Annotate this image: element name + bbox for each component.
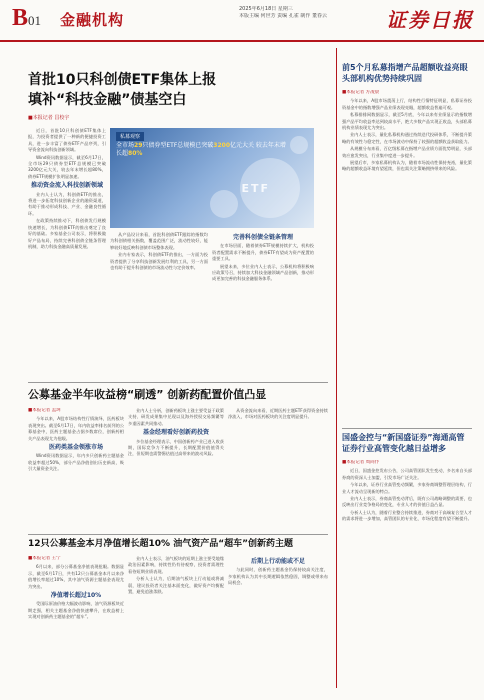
mid-byline: ■本报记者 孟珂 (28, 408, 61, 413)
mid-body-col1: ■本报记者 孟珂 今年以来，A股市场结构性行情演绎，医药板块表现突出。截至6月17日，年内收益率排名前列的公募基金中，医药主题基金占据多数席位，创新药相关产品表现尤为抢眼。 医药类基金领涨市场 Wind资讯数据显示，年内多只创新药主题基金收益率超过50%，部分产品净值创出历史新高，吸引大量资金关注。 (28, 408, 124, 472)
mid-divider (28, 382, 328, 383)
side-divider (342, 428, 472, 429)
section-name: 金融机构 (60, 11, 125, 29)
mid-body-col3: 从资金流向来看，近期医药主题ETF获得资金持续净流入，市场对医药板块的关注度明显提升。 (228, 408, 328, 420)
side-bottom-body: ■本报记者 周尚伃 近日，国盛金控发布公告，公司高管团队发生变动，多名来自头部券商的资深人士加盟，引发市场广泛关注。 今年以来，证券行业高管变动频繁，多家券商调整管理层结构，行业人才流动呈现新的特点。 业内人士表示，券商高管变动背后，既有公司战略调整的需要，也反映出行业竞争格局的变化，专业人才的价值日益凸显。 分析人士认为，随着行业整合持续推进，券商对于高端复合型人才的需求将进一步增加，高管团队的专业化、市场化程度有望不断提升。 (342, 460, 472, 522)
side-bottom-headline: 国盛金控与“新国盛证券”海通高管 证券行业高管变化越日益增多 (342, 433, 465, 453)
side-top-body: ■本报记者 方凌晨 今年以来，A股市场震荡上行，结构性行情特征明显，私募证券投资基金中的指数增强产品业绩表现亮眼，超额收益普遍可观。 私募排排网数据显示，截至5月底，今年以来有业绩显示的指数增强产品平均收益率达到较高水平，绝大多数产品实现正收益，头部私募机构业绩表现尤为突出。 业内人士表示，量化私募机构通过持续迭代投研体系，不断提升策略的有效性与稳定性，在市场波动中保持了较强的超额收益获取能力。 从规模分布来看，百亿级私募在指增产品业绩方面优势明显，头部效应愈发突出，行业集中度进一步提升。 展望后市，多家私募机构认为，随着市场流动性保持充裕，量化策略的超额收益环境有望延续，但也需关注策略拥挤带来的风险。 (342, 90, 472, 172)
bottom-body-col2: 业内人士表示，油气板块的短期上涨主要受地缘政治因素影响，持续性仍有待观察，投资者需理性看待短期业绩表现。 分析人士认为，后期油气板块上行动能或将减弱，建议投资者关注基本面变化，做好资产均衡配置，避免追涨杀跌。 (128, 556, 224, 595)
lead-subhead-1: 推动资金流入科技创新领域 (30, 182, 103, 190)
bottom-byline: ■本报记者 王宁 (28, 556, 61, 561)
masthead (0, 0, 484, 42)
lead-subhead-2: 完善科创债全链条管理 (232, 234, 293, 241)
bottom-body-col1: ■本报记者 王宁 6月以来，部分公募基金净值表现抢眼。数据显示，截至6月17日，共有12只公募基金本月以来净值增长率超过10%，其中油气资源主题基金表现尤为突出。 净值增长超过10% 受国际原油价格大幅波动影响，油气资源板块近期走强，相关主题基金净值快速攀升，在收益榜上实现对创新药主题基金的“超车”。 (28, 556, 124, 620)
illustration-caption: 全市场29只债券型ETF总规模已突破3200亿元大关 较去年末增长超80% (116, 142, 286, 157)
bottom-divider (28, 534, 328, 535)
lead-title-line1: 首批10只科创债ETF集体上报 (28, 72, 217, 88)
bottom-subhead-2: 后期上行动能或不足 (250, 558, 305, 565)
page-number: B01 (12, 5, 42, 31)
lead-body-col2: 从产品设计来看，首批科创债ETF跟踪的指数均为科创债相关指数，覆盖范围广泛，流动性较好，能够较好地反映科创债市场整体表现。 业内专家表示，科创债ETF的推出，一方面为投资者提供了分享科技创新发展红利的工具，另一方面也有助于提升科创债的市场流动性与定价效率。 (110, 232, 208, 271)
lead-illustration (110, 128, 314, 228)
side-bottom-byline: ■本报记者 周尚伃 (342, 460, 380, 465)
bottom-headline: 12只公募基金本月净值增长超10% 油气资产品“超车”创新药主题 (28, 539, 294, 549)
masthead-meta: 2025年6月18日 星期三 本版主编 何世芳 责编 孔雀 制作 董春云 (239, 6, 327, 19)
bottom-subhead-1: 净值增长超过10% (50, 592, 102, 600)
lead-title-line2: 填补“科技金融”债基空白 (28, 92, 187, 108)
etf-word: ETF (241, 182, 270, 195)
decorative-bubble (210, 190, 238, 218)
mid-subhead-1: 医药类基金领涨市场 (48, 444, 103, 452)
mid-body-col2: 业内人士分析，创新药板块上涨主要受益于政策支持、研发成果集中兑现以及海外授权交易频繁等多重因素共同推动。 基金经理看好创新药投资 多位基金经理表示，中国创新药产业已进入收获期，国际竞争力不断提升，长期配置价值值得关注，但短期也需警惕估值过高带来的波动风险。 (128, 408, 224, 457)
side-top-byline: ■本报记者 方凌晨 (342, 90, 380, 95)
decorative-bubble (290, 136, 308, 154)
illustration-tag: 私募观察 (116, 132, 144, 141)
lead-body-col1: 近日，首批10只科创债ETF集体上报，为投资者提供了一种新的便捷投资工具，进一步丰富了债券ETF产品序列，引导资金流向科技创新领域。 Wind资讯数据显示，截至6月17日，全市场29只债券型ETF总规模已突破3200亿元大关，较去年末增长超80%，债券ETF规模扩张明显加速。 推动资金流入科技创新领域 业内人士认为，科创债ETF的推出，将进一步拓宽科技创新企业的融资渠道，有助于推动形成科技、产业、金融良性循环。 在政策持续推动下，科创债发行规模快速增长，为科创债ETF的推出奠定了良好的基础。多家基金公司表示，将积极做好产品布局，持续完善科创债全链条管理机制，助力科技金融高质量发展。 (28, 128, 106, 249)
column-divider (336, 48, 337, 688)
lead-byline: ■本报记者 昌校宇 (28, 115, 70, 121)
bottom-body-col3: 后期上行动能或不足 与此同时，创新药主题基金仍保持较高关注度，多家机构认为其中长期逻辑依然稳固，调整或带来布局机会。 (228, 558, 328, 586)
lead-headline (28, 70, 308, 121)
mid-headline: 公募基金半年收益榜“刷透” 创新药配置价值凸显 (28, 388, 267, 401)
paper-logo: 证券日报 (386, 8, 474, 32)
mid-subhead-2: 基金经理看好创新药投资 (142, 429, 209, 437)
side-top-headline: 前5个月私募指增产品超额收益亮眼 头部机构优势持续巩固 (342, 63, 468, 83)
lead-body-col3: 完善科创债全链条管理 在市场层面，随着债券ETF规模持续扩大，机构投资者配置需求不断提升，债券ETF有望成为资产配置的重要工具。 展望未来，多位业内人士表示，公募机构将积极响应政策号召，持续加大科技金融领域产品创新，推动形成更加完善的科技金融服务体系。 (212, 234, 314, 282)
